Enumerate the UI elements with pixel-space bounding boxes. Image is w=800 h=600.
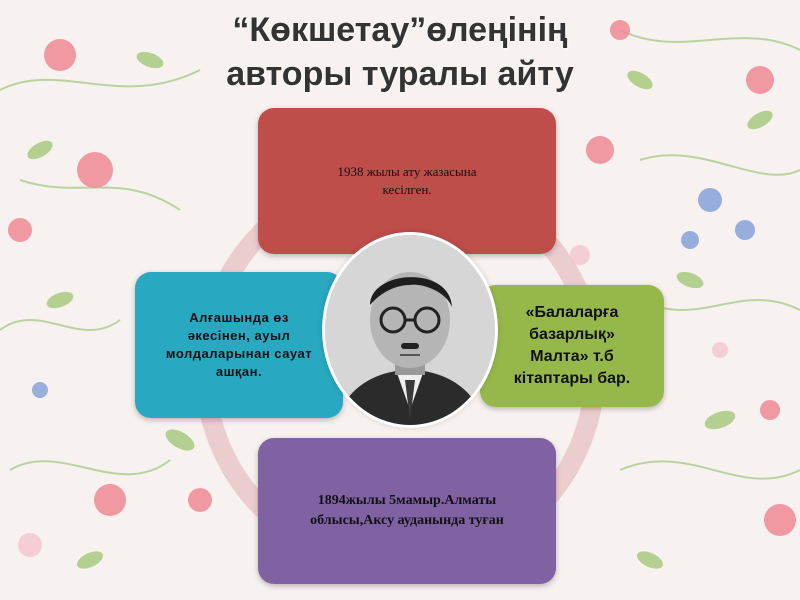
box-execution-1938 (258, 108, 556, 254)
box-left-line-3: молдаларынан сауат (165, 346, 313, 361)
box-left-line-1: Алғашында өз (189, 310, 289, 325)
box-right-line-1: «Балаларға (525, 304, 619, 321)
title-line-2: авторы туралы айту (226, 55, 574, 93)
box-bottom-line-1: 1894жылы 5мамыр.Алматы (317, 493, 497, 508)
title-line-1: “Көкшетау”өлеңінің (232, 11, 568, 49)
box-right-line-4: кітаптары бар. (513, 370, 631, 387)
box-left-line-4: ашқан. (215, 364, 263, 379)
box-left-line-2: әкесінен, ауыл (187, 328, 291, 343)
box-top-line-2: кесілген. (382, 182, 432, 197)
page-title (0, 8, 800, 96)
box-right-line-2: базарлық» (529, 326, 615, 343)
box-right-line-3: Малта» т.б (530, 348, 614, 365)
box-books (480, 285, 664, 407)
box-top-line-1: 1938 жылы ату жазасына (337, 164, 477, 179)
author-portrait (325, 235, 495, 425)
box-early-education (135, 272, 343, 418)
box-bottom-line-2: облысы,Аксу ауданында туған (310, 513, 504, 528)
portrait-photo-icon (325, 235, 495, 425)
box-birth-1894 (258, 438, 556, 584)
